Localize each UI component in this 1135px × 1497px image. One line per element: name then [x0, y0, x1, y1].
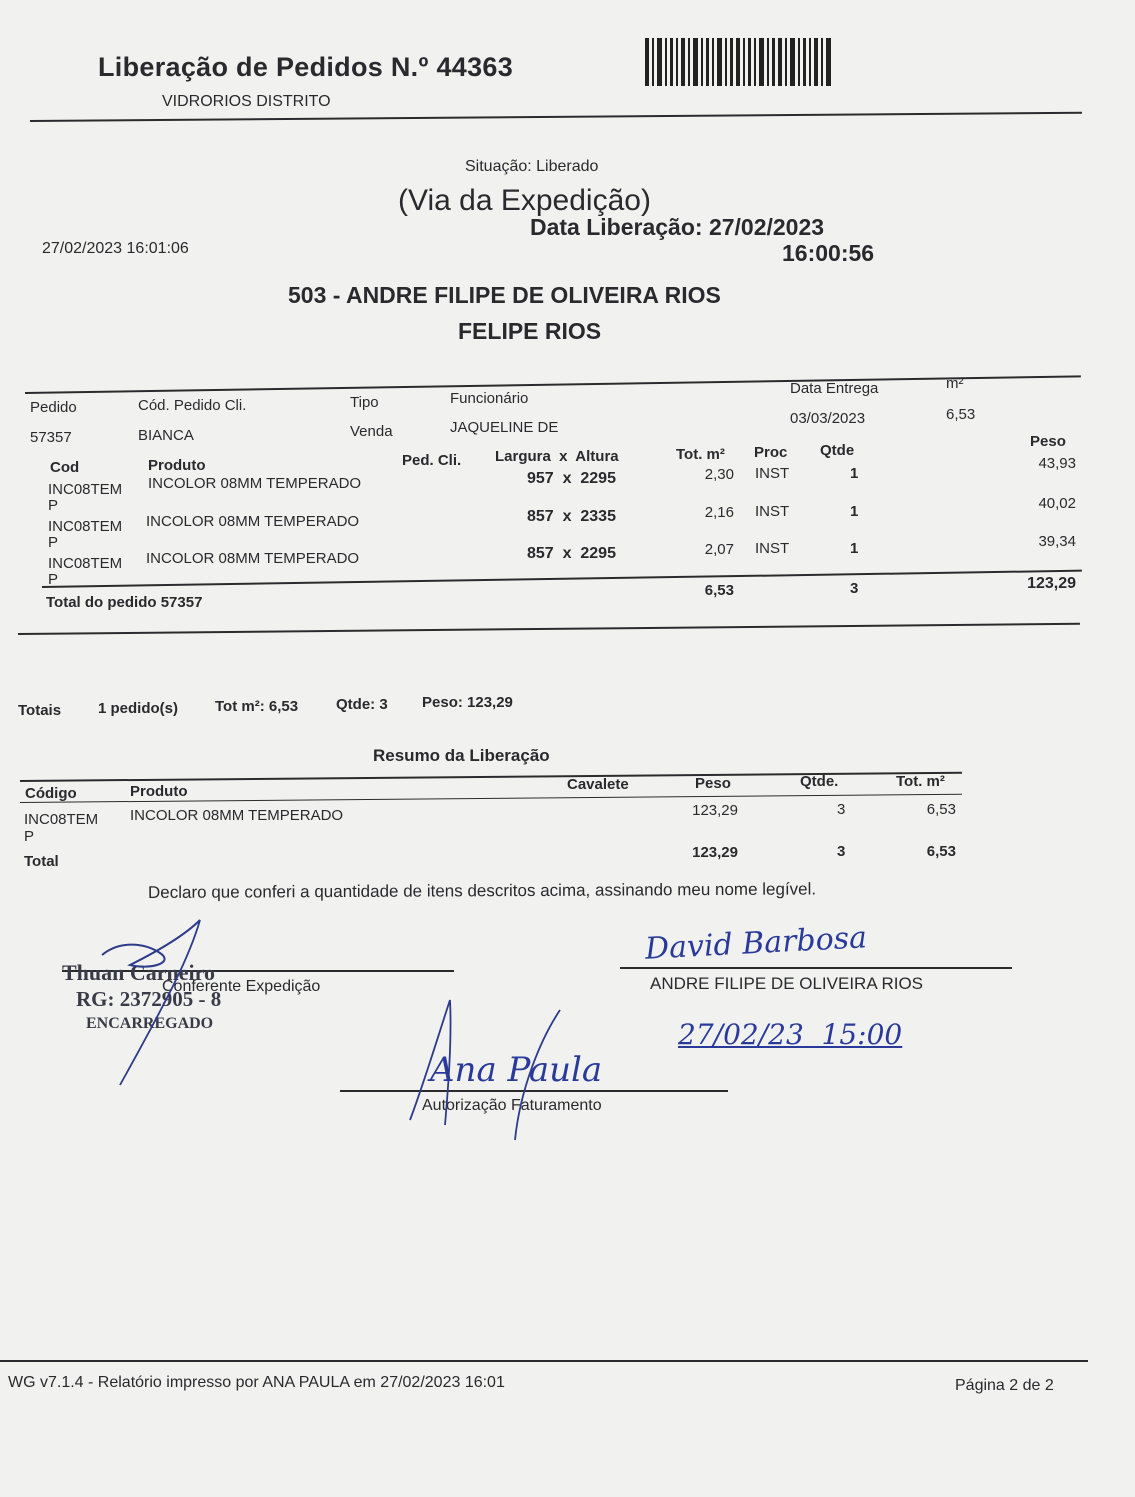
- col-tipo: Tipo: [350, 394, 379, 411]
- summary-total-qtde: 3: [837, 843, 846, 860]
- summary-col-qtde: Qtde.: [800, 773, 839, 790]
- item-2-peso: 40,02: [1038, 495, 1076, 512]
- item-1-produto: INCOLOR 08MM TEMPERADO: [148, 475, 362, 492]
- totals-label: Totais: [18, 702, 62, 719]
- order-table-bottom-rule: [18, 623, 1080, 635]
- client-signature-line: [620, 967, 1012, 969]
- order-total-m2: 6,53: [704, 582, 734, 599]
- items-col-proc: Proc: [754, 444, 788, 461]
- stamp-name: Thuan Carneiro: [62, 960, 216, 985]
- summary-total-peso: 123,29: [692, 844, 738, 861]
- summary-title: Resumo da Liberação: [373, 746, 550, 765]
- stamp-role: ENCARREGADO: [86, 1015, 214, 1032]
- faturamento-signature-label: Autorização Faturamento: [422, 1097, 602, 1114]
- summary-row-produto: INCOLOR 08MM TEMPERADO: [130, 807, 344, 824]
- client-handwritten-signature: David Barbosa: [644, 920, 868, 967]
- order-tipo: Venda: [350, 423, 393, 440]
- order-pedido: 57357: [30, 429, 72, 446]
- client-name: 503 - ANDRE FILIPE DE OLIVEIRA RIOS: [288, 282, 721, 308]
- stamp-rg: RG: 2372905 - 8: [76, 987, 222, 1011]
- document-title: Liberação de Pedidos N.º 44363: [98, 52, 514, 82]
- declaration-text: Declaro que conferi a quantidade de itens descritos acima, assinando meu nome legível.: [147, 879, 817, 902]
- item-1-tot-m2: 2,30: [704, 466, 734, 483]
- col-funcionario: Funcionário: [450, 390, 529, 407]
- order-table-top-rule: [25, 375, 1081, 394]
- items-col-peso: Peso: [1030, 433, 1066, 450]
- summary-total-label: Total: [24, 853, 59, 870]
- item-3-peso: 39,34: [1038, 533, 1076, 550]
- items-col-dims: Largura x Altura: [495, 448, 619, 465]
- totals-peso: Peso: 123,29: [422, 694, 513, 711]
- summary-total-tot-m2: 6,53: [926, 843, 956, 860]
- col-pedido: Pedido: [30, 399, 77, 416]
- item-1-cod: INC08TEM: [48, 481, 123, 498]
- summary-row-qtde: 3: [837, 801, 846, 818]
- client-short-name: FELIPE RIOS: [458, 318, 602, 344]
- summary-col-codigo: Código: [25, 785, 77, 802]
- item-3-qtde: 1: [850, 540, 859, 557]
- faturamento-signature-scribble: [390, 1000, 630, 1145]
- col-cod-pedido-cli: Cód. Pedido Cli.: [138, 397, 247, 414]
- totals-m2: Tot m²: 6,53: [215, 698, 299, 715]
- expedicao-signature-scribble: [90, 915, 240, 1090]
- item-2-cod-cont: P: [48, 534, 59, 551]
- items-col-ped-cli: Ped. Cli.: [402, 452, 462, 469]
- item-3-dims: 857 x 2295: [527, 545, 616, 562]
- footer-page: Página 2 de 2: [955, 1377, 1054, 1394]
- item-1-qtde: 1: [850, 465, 859, 482]
- totals-qtde: Qtde: 3: [336, 696, 388, 713]
- item-2-produto: INCOLOR 08MM TEMPERADO: [146, 513, 360, 530]
- order-m2: 6,53: [946, 406, 976, 423]
- summary-row-peso: 123,29: [692, 802, 738, 819]
- totals-pedidos: 1 pedido(s): [98, 700, 179, 717]
- summary-row-tot-m2: 6,53: [926, 801, 956, 818]
- order-data-entrega: 03/03/2023: [790, 410, 866, 427]
- footer-rule: [0, 1360, 1088, 1362]
- order-funcionario: JAQUELINE DE: [450, 419, 559, 436]
- header-divider: [30, 112, 1082, 122]
- item-3-cod: INC08TEM: [48, 555, 123, 572]
- item-2-qtde: 1: [850, 503, 859, 520]
- company-name: VIDRORIOS DISTRITO: [162, 93, 331, 110]
- col-data-entrega: Data Entrega: [790, 380, 879, 397]
- situation-label: Situação: Liberado: [465, 158, 599, 175]
- items-col-qtde: Qtde: [820, 442, 855, 459]
- item-2-dims: 857 x 2335: [527, 508, 616, 525]
- order-total-label: Total do pedido 57357: [46, 594, 203, 611]
- order-cod-pedido-cli: BIANCA: [138, 427, 194, 444]
- client-signature-label: ANDRE FILIPE DE OLIVEIRA RIOS: [650, 974, 924, 993]
- item-3-produto: INCOLOR 08MM TEMPERADO: [146, 550, 360, 567]
- printed-timestamp: 27/02/2023 16:01:06: [42, 240, 189, 257]
- expedicao-signature-label: Conferente Expedição: [162, 978, 321, 995]
- item-2-tot-m2: 2,16: [704, 504, 734, 521]
- order-total-rule: [42, 570, 1082, 588]
- summary-row-codigo: INC08TEM: [24, 811, 99, 828]
- item-2-proc: INST: [755, 503, 790, 520]
- summary-col-cavalete: Cavalete: [567, 776, 629, 793]
- item-1-peso: 43,93: [1038, 455, 1076, 472]
- items-col-produto: Produto: [148, 457, 206, 474]
- item-2-cod: INC08TEM: [48, 518, 123, 535]
- barcode-image: [645, 38, 835, 86]
- item-3-proc: INST: [755, 540, 790, 557]
- col-m2: m²: [946, 375, 964, 392]
- item-1-dims: 957 x 2295: [527, 470, 616, 487]
- item-3-tot-m2: 2,07: [704, 541, 734, 558]
- items-col-cod: Cod: [50, 459, 80, 476]
- footer-left: WG v7.1.4 - Relatório impresso por ANA PAULA em 27/02/2023 16:01: [8, 1374, 505, 1391]
- faturamento-handwritten-signature: Ana Paula: [430, 1050, 603, 1090]
- summary-row-codigo-cont: P: [24, 828, 35, 845]
- summary-col-tot-m2: Tot. m²: [896, 773, 945, 790]
- release-time: 16:00:56: [782, 240, 875, 266]
- item-1-proc: INST: [755, 465, 790, 482]
- handwritten-datetime: 27/02/23 15:00: [678, 1018, 903, 1051]
- item-1-cod-cont: P: [48, 497, 59, 514]
- summary-col-produto: Produto: [130, 783, 188, 800]
- order-total-qtde: 3: [850, 580, 859, 597]
- item-3-cod-cont: P: [48, 571, 59, 588]
- via-label: (Via da Expedição): [398, 184, 651, 217]
- summary-col-peso: Peso: [695, 775, 731, 792]
- order-total-peso: 123,29: [1027, 575, 1076, 592]
- release-date: Data Liberação: 27/02/2023: [530, 214, 825, 240]
- items-col-tot-m2: Tot. m²: [676, 446, 725, 463]
